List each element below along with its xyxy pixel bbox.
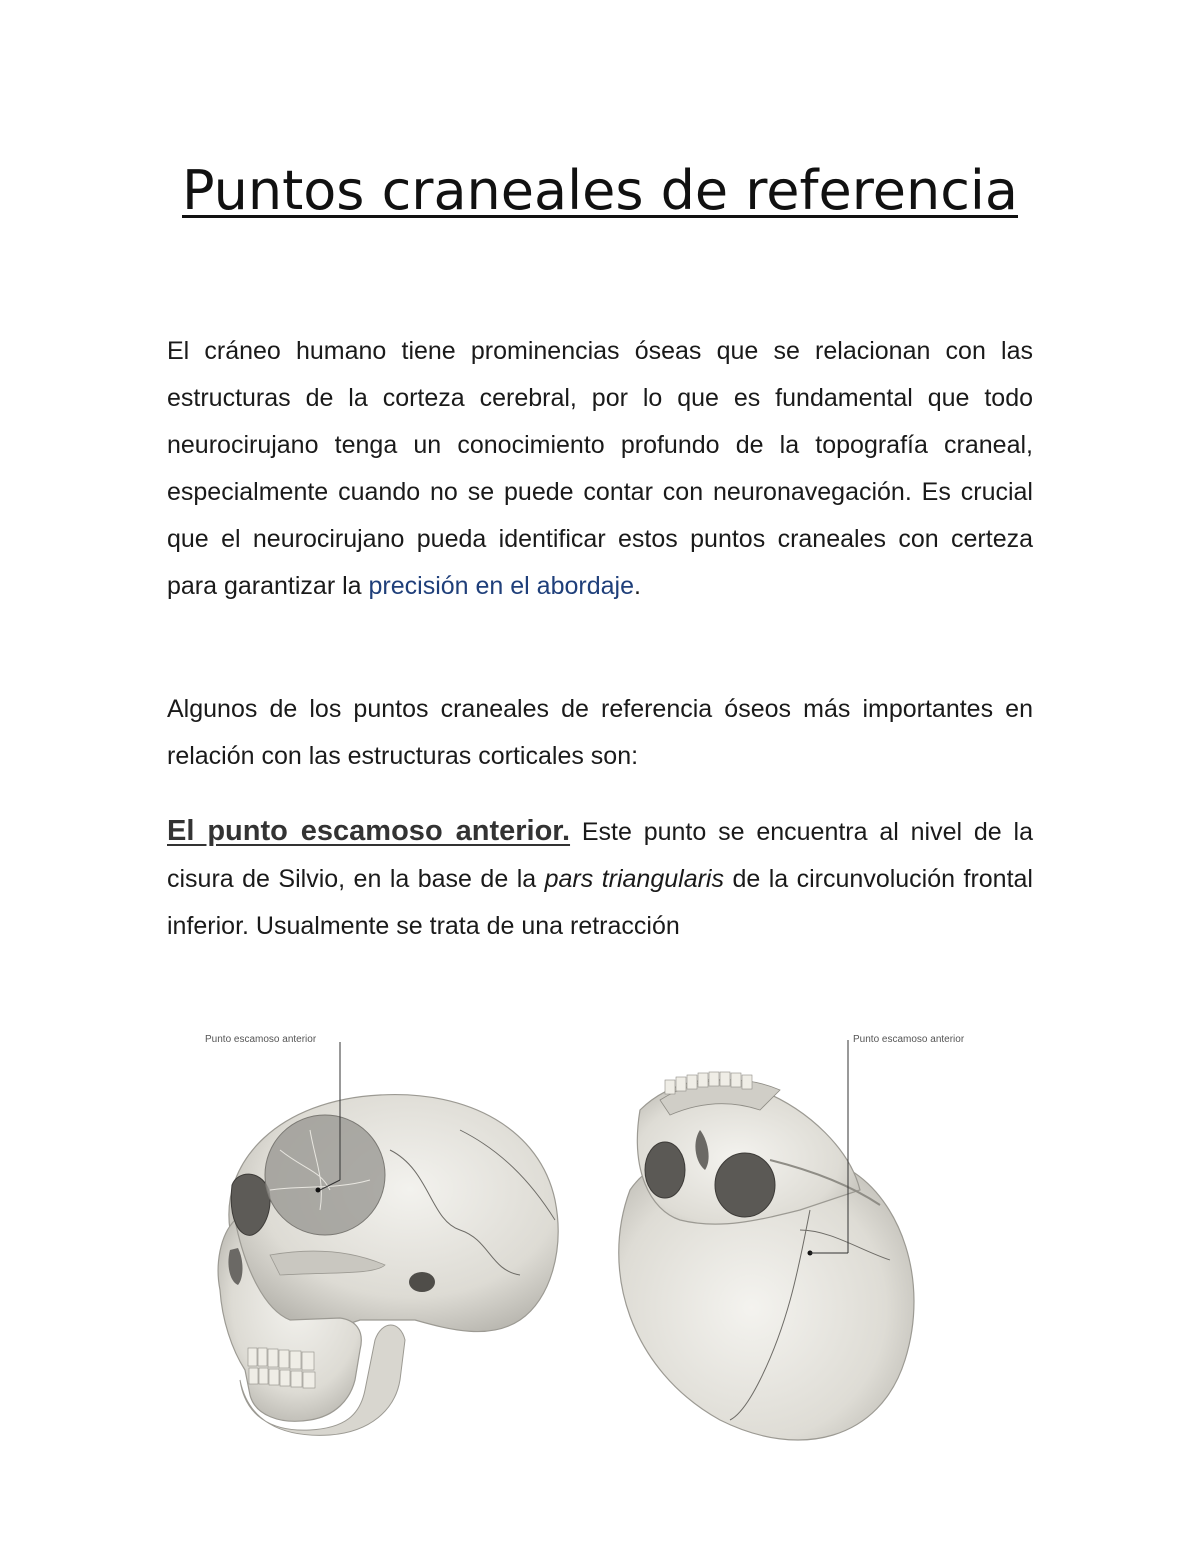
right-figure-label: Punto escamoso anterior — [853, 1034, 965, 1045]
skull-illustration — [160, 1020, 1040, 1450]
section-text-end: de la circunvolución frontal inferior. Usualmente se trata de una retracción — [167, 865, 1033, 940]
left-skull — [205, 1034, 558, 1435]
italic-term: pars triangularis — [544, 865, 724, 893]
section-paragraph — [167, 808, 1033, 950]
intro-paragraph — [167, 328, 1033, 610]
intro-text-end: . — [633, 572, 641, 600]
section-heading: El punto escamoso anterior. — [167, 815, 571, 847]
left-figure-label: Punto escamoso anterior — [205, 1034, 317, 1045]
intro-text: El cráneo humano tiene prominencias óseas que se relacionan con las estructuras de la corteza cerebral, por lo que es fundamental que todo neurocirujano tenga un conocimiento profundo de la topografía craneal, especialmente cuando no se puede contar con neuronavegación. Es crucial que el neurocirujano pueda identificar estos puntos craneales con certeza para garantizar la — [167, 337, 1033, 600]
skull-figure — [160, 1020, 1040, 1450]
right-skull — [619, 1034, 965, 1440]
list-intro-paragraph: Algunos de los puntos craneales de referencia óseos más importantes en relación con las estructuras corticales son: — [167, 695, 1033, 770]
page-title: Puntos craneales de referencia — [182, 159, 1018, 222]
precision-link[interactable]: precisión en el abordaje — [368, 572, 634, 600]
section-text: Este punto se encuentra al nivel de la cisura de Silvio, en la base de la — [167, 818, 1033, 893]
